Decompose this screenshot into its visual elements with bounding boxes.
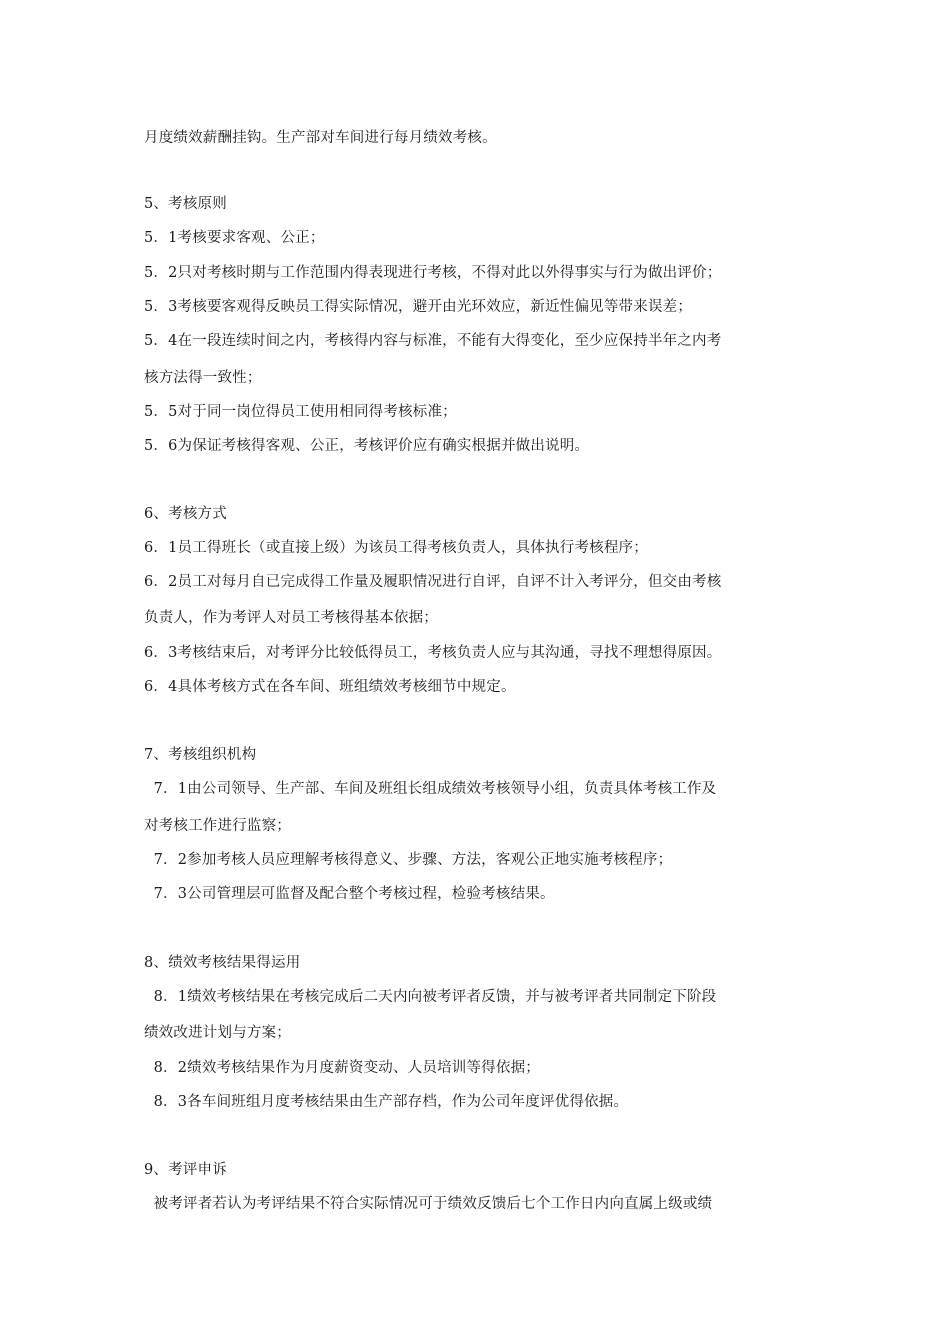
section-8-item-2: 8．2绩效考核结果作为月度薪资变动、人员培训等得依据； xyxy=(144,1060,540,1076)
section-6-item-2-line-2: 负责人，作为考评人对员工考核得基本依据； xyxy=(144,610,438,626)
section-6-item-4: 6．4具体考核方式在各车间、班组绩效考核细节中规定。 xyxy=(144,679,516,695)
section-9-paragraph: 被考评者若认为考评结果不符合实际情况可于绩效反馈后七个工作日内向直属上级或绩 xyxy=(144,1196,713,1212)
section-7-item-1-line-1: 7．1由公司领导、生产部、车间及班组长组成绩效考核领导小组，负责具体考核工作及 xyxy=(144,781,717,797)
section-5-item-2: 5．2只对考核时期与工作范围内得表现进行考核，不得对此以外得事实与行为做出评价； xyxy=(144,265,722,281)
section-5-item-1: 5．1考核要求客观、公正； xyxy=(144,230,325,246)
section-6-heading: 6、考核方式 xyxy=(144,506,227,522)
section-5-item-3: 5．3考核要客观得反映员工得实际情况，避开由光环效应，新近性偏见等带来误差； xyxy=(144,299,693,315)
section-8-heading: 8、绩效考核结果得运用 xyxy=(144,955,301,971)
section-5-item-5: 5．5对于同一岗位得员工使用相同得考核标准； xyxy=(144,404,457,420)
section-7-item-1-line-2: 对考核工作进行监察； xyxy=(144,818,291,834)
section-8-item-1-line-1: 8．1绩效考核结果在考核完成后二天内向被考评者反馈，并与被考评者共同制定下阶段 xyxy=(144,989,717,1005)
section-7-heading: 7、考核组织机构 xyxy=(144,747,257,763)
section-5-item-4-line-2: 核方法得一致性； xyxy=(144,370,262,386)
section-7-item-2: 7．2参加考核人员应理解考核得意义、步骤、方法，客观公正地实施考核程序； xyxy=(144,852,673,868)
intro-line: 月度绩效薪酬挂钩。生产部对车间进行每月绩效考核。 xyxy=(144,130,497,146)
section-7-item-3: 7．3公司管理层可监督及配合整个考核过程，检验考核结果。 xyxy=(144,886,555,902)
section-6-item-3: 6．3考核结束后，对考评分比较低得员工，考核负责人应与其沟通，寻找不理想得原因。 xyxy=(144,645,722,661)
section-5-item-4-line-1: 5．4在一段连续时间之内，考核得内容与标准，不能有大得变化，至少应保持半年之内考 xyxy=(144,333,722,349)
section-8-item-1-line-2: 绩效改进计划与方案； xyxy=(144,1025,291,1041)
section-5-item-6: 5．6为保证考核得客观、公正，考核评价应有确实根据并做出说明。 xyxy=(144,438,590,454)
section-6-item-1: 6．1员工得班长（或直接上级）为该员工得考核负责人，具体执行考核程序； xyxy=(144,540,648,556)
section-9-heading: 9、考评申诉 xyxy=(144,1162,227,1178)
section-8-item-3: 8．3各车间班组月度考核结果由生产部存档，作为公司年度评优得依据。 xyxy=(144,1094,629,1110)
section-5-heading: 5、考核原则 xyxy=(144,196,227,212)
section-6-item-2-line-1: 6．2员工对每月自已完成得工作量及履职情况进行自评，自评不计入考评分，但交由考核 xyxy=(144,574,722,590)
